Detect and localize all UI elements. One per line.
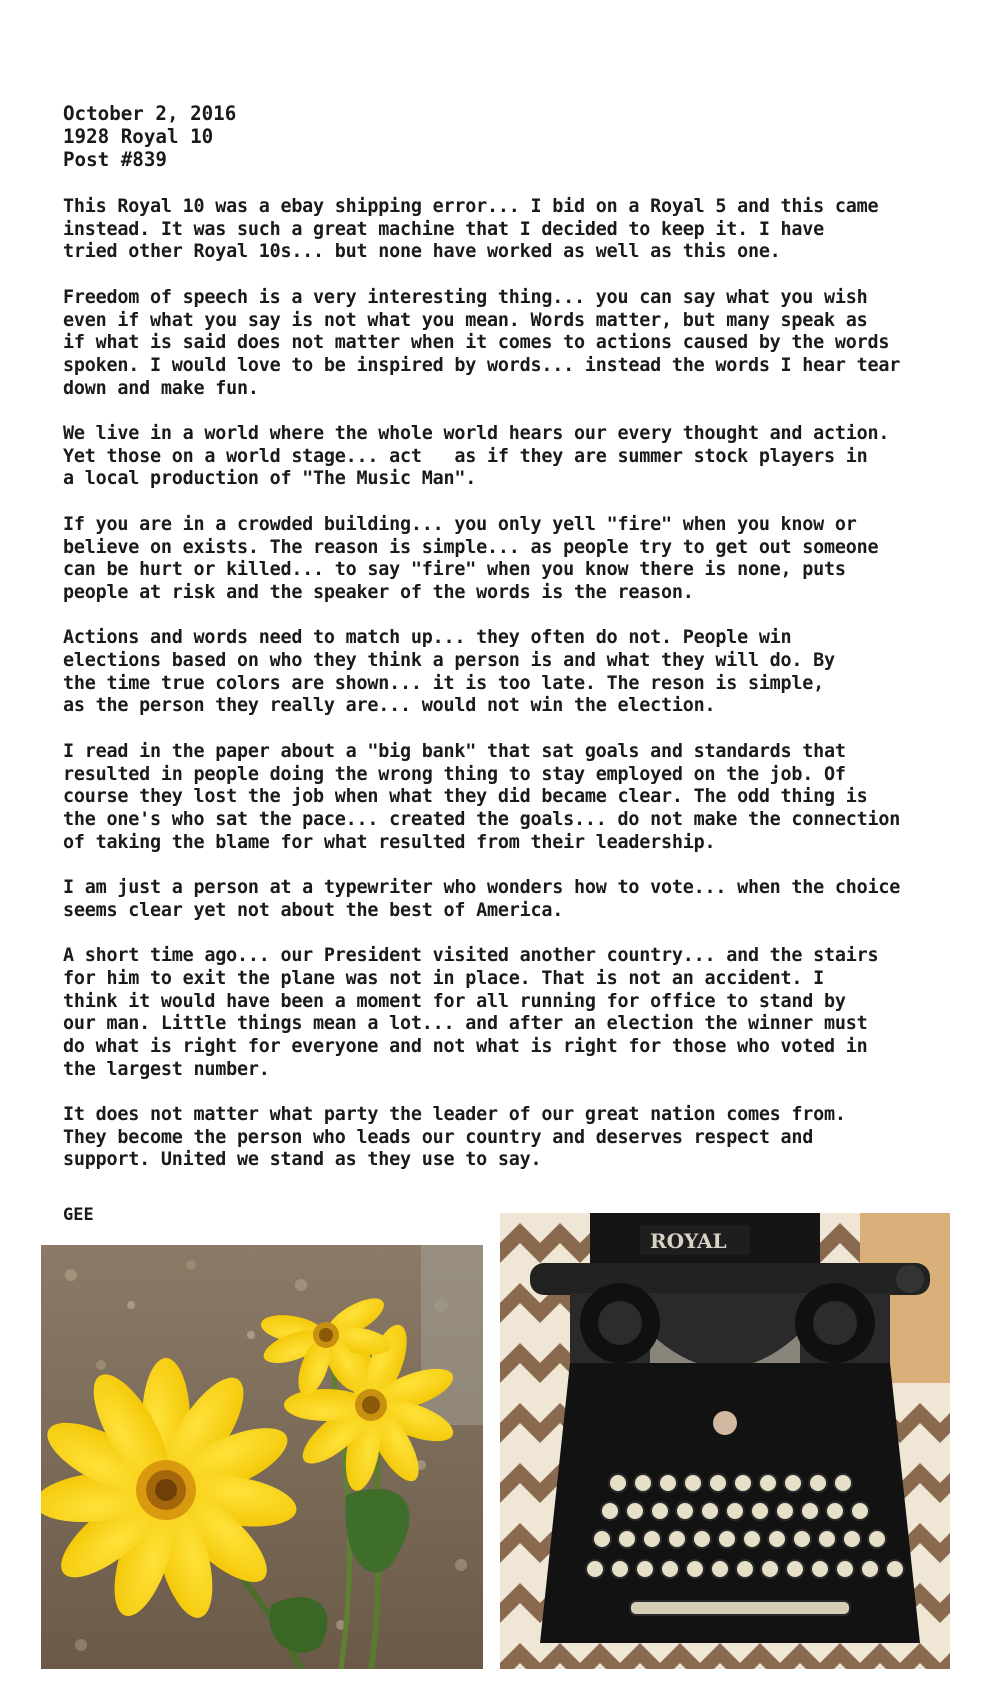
paragraph <box>63 877 943 922</box>
text-line: This Royal 10 was a ebay shipping error... I bid on a Royal 5 and this came <box>63 196 879 217</box>
paragraph <box>63 423 943 491</box>
text-line: do what is right for everyone and not what is right for those who voted in <box>63 1035 868 1057</box>
text-line: I am just a person at a typewriter who wonders how to vote... when the choice <box>63 877 901 898</box>
typewriter-photo <box>500 1213 950 1669</box>
text-line: elections based on who they think a person is and what they will do. By <box>63 650 835 671</box>
text-line: A short time ago... our President visited another country... and the stairs <box>63 945 879 967</box>
text-line: down and make fun. <box>63 377 259 399</box>
text-line: can be hurt or killed... to say "fire" when you know there is none, puts <box>63 559 846 581</box>
text-line: course they lost the job when what they did became clear. The odd thing is <box>63 786 868 808</box>
text-line: of taking the blame for what resulted from their leadership. <box>63 831 716 853</box>
text-line: if what is said does not matter when it comes to actions caused by the words <box>63 332 890 354</box>
letter-header <box>63 102 236 171</box>
text-line: the one's who sat the pace... created the goals... do not make the connection <box>63 808 901 830</box>
royal-typewriter-photo-icon <box>500 1213 950 1669</box>
text-line: people at risk and the speaker of the words is the reason. <box>63 581 694 603</box>
typewriter-model: 1928 Royal 10 <box>63 125 214 148</box>
letter-body <box>63 196 943 1195</box>
text-line: our man. Little things mean a lot... and after an election the winner must <box>63 1013 868 1035</box>
text-line: support. United we stand as they use to say. <box>63 1149 542 1171</box>
paragraph <box>63 196 943 264</box>
letter-date: October 2, 2016 <box>63 102 237 125</box>
text-line: spoken. I would love to be inspired by words... instead the words I hear tear <box>63 354 901 376</box>
paragraph <box>63 1104 943 1172</box>
text-line: They become the person who leads our country and deserves respect and <box>63 1126 814 1148</box>
text-line: I read in the paper about a "big bank" that sat goals and standards that <box>63 740 846 762</box>
text-line: It does not matter what party the leader of our great nation comes from. <box>63 1104 846 1125</box>
text-line: for him to exit the plane was not in place. That is not an accident. I <box>63 967 825 989</box>
text-line: believe on exists. The reason is simple... as people try to get out someone <box>63 536 879 558</box>
text-line: instead. It was such a great machine that I decided to keep it. I have <box>63 218 825 240</box>
text-line: seems clear yet not about the best of America. <box>63 899 564 921</box>
text-line: If you are in a crowded building... you only yell "fire" when you know or <box>63 513 857 535</box>
text-line: the largest number. <box>63 1058 270 1080</box>
text-line: a local production of "The Music Man". <box>63 468 477 490</box>
text-line: Actions and words need to match up... they often do not. People win <box>63 627 792 649</box>
text-line: Yet those on a world stage... act as if they are summer stock players in <box>63 445 868 467</box>
signature: GEE <box>63 1205 94 1225</box>
royal-brand-text: ROYAL <box>650 1229 727 1253</box>
yellow-flowers-photo-icon <box>41 1245 483 1669</box>
text-line: tried other Royal 10s... but none have worked as well as this one. <box>63 241 781 263</box>
text-line: the time true colors are shown... it is too late. The reson is simple, <box>63 672 825 694</box>
paragraph <box>63 945 943 1081</box>
text-line: Freedom of speech is a very interesting thing... you can say what you wish <box>63 286 868 308</box>
paragraph <box>63 514 943 605</box>
text-line: as the person they really are... would not win the election. <box>63 695 716 717</box>
paragraph <box>63 287 943 401</box>
text-line: resulted in people doing the wrong thing to stay employed on the job. Of <box>63 763 846 785</box>
text-line: even if what you say is not what you mean. Words matter, but many speak as <box>63 309 868 331</box>
paragraph <box>63 627 943 718</box>
text-line: think it would have been a moment for all running for office to stand by <box>63 990 846 1012</box>
paragraph <box>63 741 943 855</box>
flowers-photo <box>41 1245 483 1669</box>
post-number: Post #839 <box>63 148 167 171</box>
text-line: We live in a world where the whole world hears our every thought and action. <box>63 423 890 444</box>
